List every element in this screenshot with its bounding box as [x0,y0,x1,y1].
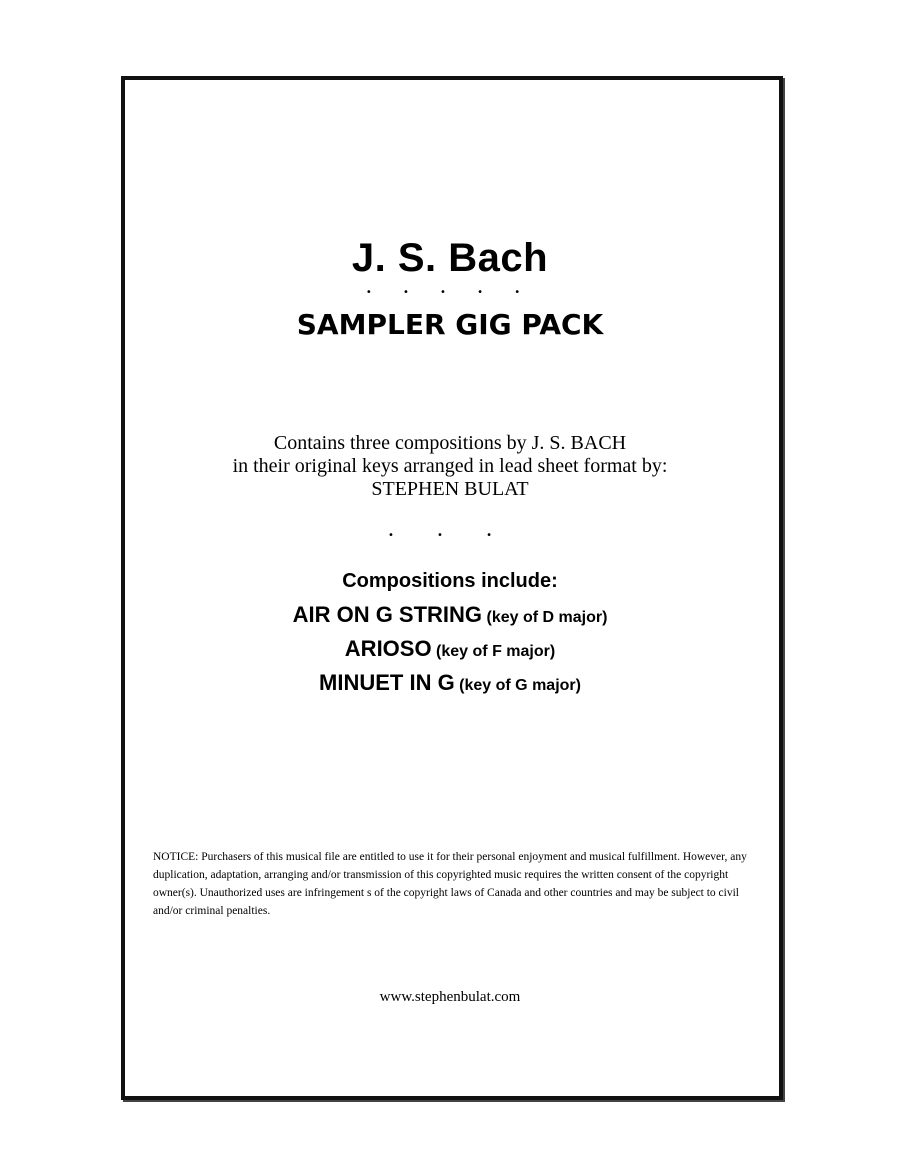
composer-title: J. S. Bach [351,236,549,280]
composition-item [0,632,900,666]
composition-key: (key of F major) [436,643,556,660]
description-block [0,432,900,501]
composition-title: AIR ON G STRING [292,602,483,627]
decorative-dots-middle: • • • [387,530,513,541]
composition-title: ARIOSO [344,636,432,661]
copyright-notice: NOTICE: Purchasers of this musical file are entitled to use it for their personal enjoyment and musical fulfillment. However, any duplication, adaptation, arranging and/or transmission of this copyrighted music requires the written consent of the copyright owner(s). Unauthorized uses are infringement s of the copyright laws of Canada and other countries and may be subject to civil and/or criminal penalties. [153,851,747,917]
description-line: Contains three compositions by J. S. BACH [273,432,627,454]
pack-subtitle: SAMPLER GIG PACK [296,308,604,341]
composition-item [0,666,900,700]
composition-key: (key of G major) [459,677,581,694]
decorative-dots-top: • • • • • [365,287,535,298]
composition-key: (key of D major) [486,609,608,626]
website-url: www.stephenbulat.com [379,989,521,1005]
arranger-name: STEPHEN BULAT [371,478,529,500]
description-line: in their original keys arranged in lead sheet format by: [232,455,668,477]
compositions-heading: Compositions include: [342,570,558,592]
compositions-list [0,598,900,700]
composition-title: MINUET IN G [319,670,455,695]
composition-item [0,598,900,632]
